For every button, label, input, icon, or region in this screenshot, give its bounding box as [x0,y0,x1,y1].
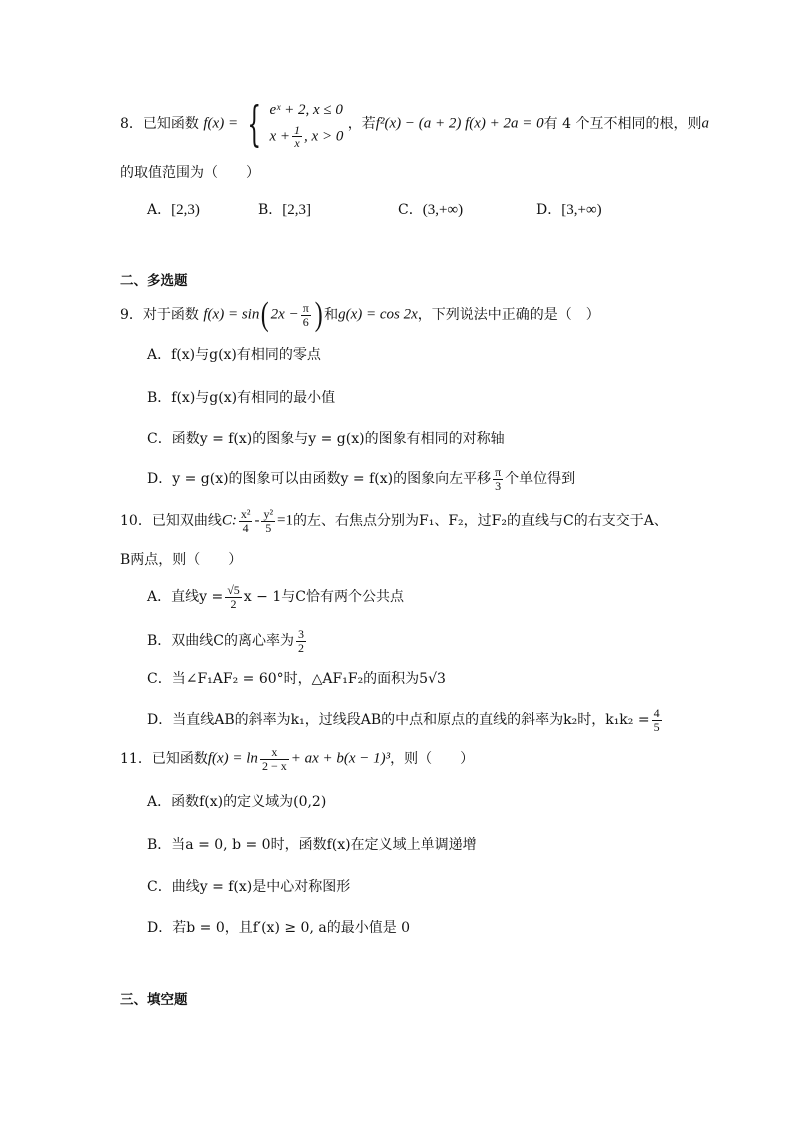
q9-option-c[interactable]: C．函数y = f(x)的图象与y = g(x)的图象有相同的对称轴 [147,431,505,447]
q11-option-c[interactable]: C．曲线y = f(x)是中心对称图形 [147,879,351,895]
q11-option-a[interactable]: A．函数f(x)的定义域为(0,2) [147,794,327,810]
q10-stem: 10．已知双曲线C: $\frac{\text{x²}}{4}$ - $\frac{\text{y²}}{5}$ =1的左、右焦点分别为F₁、F₂，过F₂的直线与C的右支交于A、 [120,507,668,535]
piecewise-cases: eˣ + 2, x ≤ 0 x + $\frac{1}{x}$ , x > 0 [269,102,344,151]
q8-option-b[interactable]: B．[2,3] [258,202,312,218]
q10-option-a[interactable]: A．直线y = $\frac{√5}{2}$ x − 1与C恰有两个公共点 [147,583,404,611]
q9-option-a[interactable]: A．f(x)与g(x)有相同的零点 [147,347,321,363]
section-heading-multi-choice: 二、多选题 [120,273,188,289]
q9-option-b[interactable]: B．f(x)与g(x)有相同的最小值 [147,390,336,406]
q10-option-c[interactable]: C．当∠F₁AF₂ = 60°时，△AF₁F₂的面积为5√3 [147,671,446,687]
q8-stem: 8．已知函数 f(x) = { eˣ + 2, x ≤ 0 x + $\frac{1}{x}$ , x > 0 ，若f²(x) − (a + 2) f(x) + 2a = 0有 4 个互不相同的根，则a [120,95,709,152]
q10-line2: B两点，则（ ） [120,552,243,568]
q10-option-d[interactable]: D．当直线AB的斜率为k₁，过线段AB的中点和原点的直线的斜率为k₂时，k₁k₂ = $\frac{4}{5}$ [147,706,660,734]
left-brace: { [246,95,261,152]
q9-stem: 9．对于函数 f(x) = sin( 2x − $\frac{\pi}{6}$ ) 和g(x) = cos 2x，下列说法中正确的是（ ） [120,296,600,333]
q8-option-a[interactable]: A．[2,3) [147,202,200,218]
q11-option-b[interactable]: B．当a = 0, b = 0时，函数f(x)在定义域上单调递增 [147,837,477,853]
q8-option-c[interactable]: C．(3,+∞) [398,202,464,218]
section-heading-fill-in: 三、填空题 [120,992,188,1008]
q11-stem: 11．已知函数f(x) = ln $\frac{x}{2 - x}$ + ax + b(x − 1)³，则（ ） [120,745,475,773]
q11-option-d[interactable]: D．若b = 0，且f′(x) ≥ 0, a的最小值是 0 [147,920,411,936]
q9-option-d[interactable]: D．y = g(x)的图象可以由函数y = f(x)的图象向左平移 $\frac{\pi}{3}$ 个单位得到 [147,465,576,493]
q8-line2: 的取值范围为（ ） [120,165,260,181]
q10-option-b[interactable]: B．双曲线C的离心率为 $\frac{3}{2}$ [147,627,304,655]
q8-option-d[interactable]: D．[3,+∞) [536,202,602,218]
